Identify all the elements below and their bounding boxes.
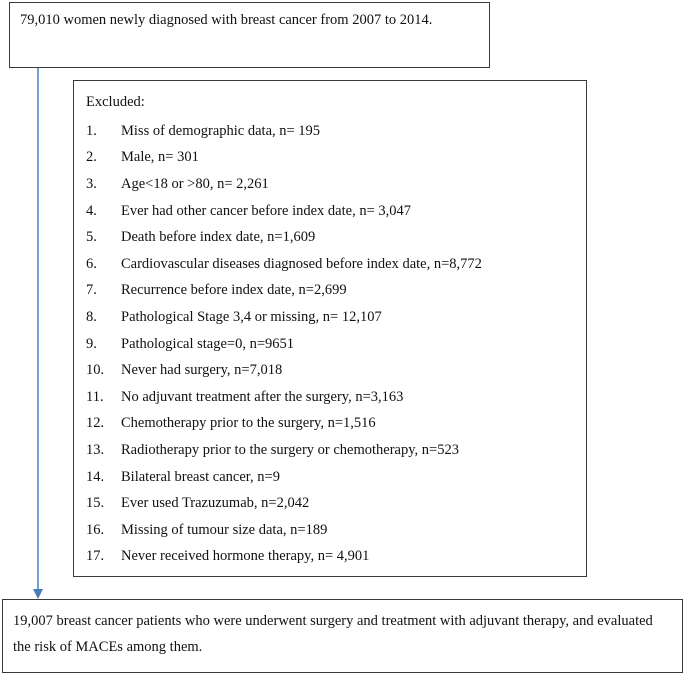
exclusion-item-text: Ever used Trazuzumab, n=2,042	[121, 495, 310, 512]
exclusion-list	[86, 118, 574, 570]
exclusion-item	[86, 544, 574, 571]
cohort-text: 79,010 women newly diagnosed with breast cancer from 2007 to 2014.	[20, 12, 433, 28]
exclusion-item	[86, 278, 574, 305]
exclusion-item	[86, 224, 574, 251]
exclusion-title: Excluded:	[86, 94, 145, 110]
exclusion-item-number: 7.	[86, 282, 97, 299]
exclusion-item	[86, 411, 574, 438]
exclusion-item-number: 9.	[86, 335, 97, 352]
exclusion-item	[86, 198, 574, 225]
exclusion-item-number: 13.	[86, 441, 105, 458]
exclusion-item	[86, 118, 574, 145]
exclusion-item	[86, 251, 574, 278]
exclusion-item-text: Miss of demographic data, n= 195	[121, 122, 321, 139]
exclusion-item-text: Never had surgery, n=7,018	[121, 362, 283, 379]
exclusion-item-text: Never received hormone therapy, n= 4,901	[121, 548, 370, 565]
exclusion-item-text: Death before index date, n=1,609	[121, 229, 316, 246]
exclusion-item-text: Age<18 or >80, n= 2,261	[121, 175, 269, 192]
exclusion-item-number: 14.	[86, 468, 105, 485]
flow-arrow-head	[33, 589, 43, 599]
exclusion-item-number: 4.	[86, 202, 97, 219]
exclusion-item	[86, 464, 574, 491]
exclusion-item	[86, 357, 574, 384]
exclusion-box	[73, 80, 587, 577]
exclusion-item-number: 17.	[86, 548, 105, 565]
exclusion-item-text: Recurrence before index date, n=2,699	[121, 282, 347, 299]
exclusion-item-number: 6.	[86, 255, 97, 272]
exclusion-item	[86, 384, 574, 411]
exclusion-item-number: 5.	[86, 229, 97, 246]
exclusion-item-text: Pathological Stage 3,4 or missing, n= 12,107	[121, 308, 382, 325]
exclusion-item-text: Bilateral breast cancer, n=9	[121, 468, 280, 485]
cohort-box	[9, 2, 490, 68]
exclusion-item-number: 10.	[86, 362, 105, 379]
exclusion-item	[86, 490, 574, 517]
exclusion-item-text: Male, n= 301	[121, 149, 199, 166]
exclusion-item-text: Radiotherapy prior to the surgery or chemotherapy, n=523	[121, 441, 459, 458]
exclusion-item-number: 16.	[86, 521, 105, 538]
exclusion-item	[86, 171, 574, 198]
exclusion-item	[86, 145, 574, 172]
exclusion-item	[86, 517, 574, 544]
exclusion-item	[86, 331, 574, 358]
exclusion-item-number: 1.	[86, 122, 97, 139]
exclusion-item	[86, 437, 574, 464]
exclusion-item-text: Chemotherapy prior to the surgery, n=1,516	[121, 415, 376, 432]
exclusion-item-text: Ever had other cancer before index date, n= 3,047	[121, 202, 411, 219]
exclusion-item-text: Missing of tumour size data, n=189	[121, 521, 328, 538]
exclusion-item-text: Pathological stage=0, n=9651	[121, 335, 295, 352]
final-cohort-text: 19,007 breast cancer patients who were underwent surgery and treatment with adjuvant therapy, and evaluated the risk of MACEs among them.	[13, 613, 653, 655]
exclusion-item-text: No adjuvant treatment after the surgery, n=3,163	[121, 388, 404, 405]
exclusion-item-number: 11.	[86, 388, 104, 405]
exclusion-item-number: 12.	[86, 415, 105, 432]
exclusion-item-number: 2.	[86, 149, 97, 166]
exclusion-item-number: 8.	[86, 308, 97, 325]
final-cohort-box	[2, 599, 683, 673]
exclusion-item-number: 3.	[86, 175, 97, 192]
exclusion-item-text: Cardiovascular diseases diagnosed before index date, n=8,772	[121, 255, 482, 272]
exclusion-item	[86, 304, 574, 331]
exclusion-item-number: 15.	[86, 495, 105, 512]
